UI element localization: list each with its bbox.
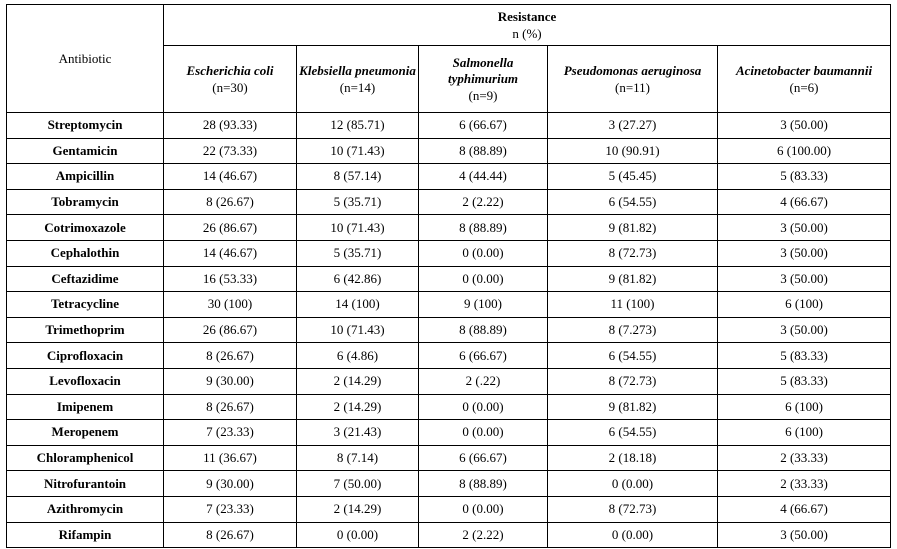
resistance-value-cell: 7 (50.00): [297, 471, 419, 497]
antibiotic-name-cell: Tobramycin: [7, 189, 164, 215]
resistance-value-cell: 22 (73.33): [164, 138, 297, 164]
resistance-value-cell: 6 (54.55): [548, 189, 718, 215]
antibiotic-name-cell: Ampicillin: [7, 164, 164, 190]
table-body: [7, 113, 891, 548]
organism-header-klebsiella-pneumonia: [297, 46, 419, 113]
resistance-value-cell: 0 (0.00): [297, 522, 419, 548]
resistance-value-cell: 2 (14.29): [297, 394, 419, 420]
resistance-value-cell: 6 (54.55): [548, 343, 718, 369]
resistance-value-cell: 10 (90.91): [548, 138, 718, 164]
resistance-value-cell: 8 (88.89): [419, 317, 548, 343]
table-row: [7, 522, 891, 548]
resistance-value-cell: 0 (0.00): [419, 240, 548, 266]
table-row: [7, 189, 891, 215]
table-row: [7, 471, 891, 497]
header-row-group: [7, 5, 891, 46]
resistance-value-cell: 26 (86.67): [164, 317, 297, 343]
resistance-value-cell: 8 (88.89): [419, 138, 548, 164]
organism-name: Acinetobacter baumannii: [735, 62, 873, 78]
organism-header-acinetobacter-baumannii: [718, 46, 891, 113]
resistance-value-cell: 26 (86.67): [164, 215, 297, 241]
resistance-value-cell: 0 (0.00): [419, 496, 548, 522]
resistance-value-cell: 3 (21.43): [297, 420, 419, 446]
resistance-value-cell: 2 (2.22): [419, 189, 548, 215]
resistance-value-cell: 6 (100): [718, 394, 891, 420]
resistance-value-cell: 9 (30.00): [164, 368, 297, 394]
resistance-value-cell: 2 (2.22): [419, 522, 548, 548]
resistance-value-cell: 8 (26.67): [164, 343, 297, 369]
resistance-value-cell: 8 (26.67): [164, 394, 297, 420]
table-row: [7, 292, 891, 318]
antibiotic-name-cell: Streptomycin: [7, 113, 164, 139]
table-row: [7, 394, 891, 420]
resistance-value-cell: 8 (88.89): [419, 471, 548, 497]
resistance-value-cell: 4 (66.67): [718, 496, 891, 522]
antibiotic-name-cell: Trimethoprim: [7, 317, 164, 343]
resistance-value-cell: 11 (100): [548, 292, 718, 318]
organism-header-salmonella-typhimurium: [419, 46, 548, 113]
antibiotic-name-cell: Ciprofloxacin: [7, 343, 164, 369]
resistance-value-cell: 6 (100): [718, 420, 891, 446]
table-row: [7, 420, 891, 446]
organism-name: Salmonella typhimurium: [447, 54, 519, 86]
resistance-value-cell: 14 (46.67): [164, 164, 297, 190]
resistance-value-cell: 8 (72.73): [548, 368, 718, 394]
antibiotic-name-cell: Tetracycline: [7, 292, 164, 318]
table-header: [7, 5, 891, 113]
resistance-value-cell: 16 (53.33): [164, 266, 297, 292]
resistance-value-cell: 6 (54.55): [548, 420, 718, 446]
table-row: [7, 164, 891, 190]
resistance-value-cell: 0 (0.00): [419, 266, 548, 292]
resistance-value-cell: 10 (71.43): [297, 317, 419, 343]
antibiotic-name-cell: Chloramphenicol: [7, 445, 164, 471]
resistance-value-cell: 3 (50.00): [718, 113, 891, 139]
resistance-value-cell: 3 (50.00): [718, 266, 891, 292]
resistance-value-cell: 11 (36.67): [164, 445, 297, 471]
resistance-value-cell: 8 (7.14): [297, 445, 419, 471]
table-row: [7, 317, 891, 343]
resistance-value-cell: 3 (50.00): [718, 215, 891, 241]
organism-name: Klebsiella pneumonia: [299, 62, 416, 78]
organism-name: Escherichia coli: [186, 62, 274, 78]
antibiotic-name-cell: Meropenem: [7, 420, 164, 446]
resistance-value-cell: 3 (27.27): [548, 113, 718, 139]
organism-sample-size: (n=14): [339, 79, 376, 95]
resistance-value-cell: 9 (81.82): [548, 266, 718, 292]
organism-sample-size: (n=9): [468, 87, 498, 103]
resistance-value-cell: 8 (26.67): [164, 189, 297, 215]
resistance-value-cell: 2 (18.18): [548, 445, 718, 471]
resistance-value-cell: 9 (100): [419, 292, 548, 318]
resistance-group-header: [164, 5, 891, 46]
resistance-title: Resistance: [497, 9, 557, 24]
resistance-value-cell: 0 (0.00): [419, 394, 548, 420]
resistance-value-cell: 6 (100): [718, 292, 891, 318]
resistance-value-cell: 5 (35.71): [297, 240, 419, 266]
resistance-value-cell: 3 (50.00): [718, 317, 891, 343]
organism-sample-size: (n=6): [789, 79, 819, 95]
antibiotic-name-cell: Cephalothin: [7, 240, 164, 266]
resistance-value-cell: 30 (100): [164, 292, 297, 318]
resistance-value-cell: 3 (50.00): [718, 240, 891, 266]
resistance-value-cell: 4 (44.44): [419, 164, 548, 190]
resistance-value-cell: 4 (66.67): [718, 189, 891, 215]
table-row: [7, 343, 891, 369]
resistance-value-cell: 8 (72.73): [548, 496, 718, 522]
resistance-value-cell: 8 (7.273): [548, 317, 718, 343]
antibiotic-name-cell: Nitrofurantoin: [7, 471, 164, 497]
resistance-value-cell: 5 (83.33): [718, 164, 891, 190]
table-row: [7, 445, 891, 471]
resistance-value-cell: 5 (45.45): [548, 164, 718, 190]
resistance-value-cell: 8 (72.73): [548, 240, 718, 266]
resistance-value-cell: 5 (83.33): [718, 343, 891, 369]
antibiotic-name-cell: Azithromycin: [7, 496, 164, 522]
resistance-value-cell: 6 (100.00): [718, 138, 891, 164]
antibiotic-name-cell: Rifampin: [7, 522, 164, 548]
resistance-table: [6, 4, 891, 548]
table-row: [7, 496, 891, 522]
resistance-value-cell: 10 (71.43): [297, 138, 419, 164]
antibiotic-name-cell: Levofloxacin: [7, 368, 164, 394]
antibiotic-name-cell: Gentamicin: [7, 138, 164, 164]
resistance-value-cell: 10 (71.43): [297, 215, 419, 241]
resistance-value-cell: 3 (50.00): [718, 522, 891, 548]
resistance-value-cell: 6 (66.67): [419, 343, 548, 369]
resistance-value-cell: 8 (88.89): [419, 215, 548, 241]
antibiotic-column-header: Antibiotic: [7, 5, 164, 113]
resistance-value-cell: 5 (35.71): [297, 189, 419, 215]
resistance-value-cell: 0 (0.00): [548, 471, 718, 497]
resistance-value-cell: 2 (33.33): [718, 445, 891, 471]
resistance-value-cell: 0 (0.00): [419, 420, 548, 446]
resistance-value-cell: 2 (.22): [419, 368, 548, 394]
resistance-value-cell: 2 (14.29): [297, 368, 419, 394]
resistance-value-cell: 28 (93.33): [164, 113, 297, 139]
resistance-value-cell: 9 (81.82): [548, 394, 718, 420]
resistance-value-cell: 8 (26.67): [164, 522, 297, 548]
table-row: [7, 266, 891, 292]
resistance-value-cell: 9 (81.82): [548, 215, 718, 241]
resistance-value-cell: 9 (30.00): [164, 471, 297, 497]
organism-sample-size: (n=30): [212, 79, 248, 95]
resistance-value-cell: 7 (23.33): [164, 420, 297, 446]
resistance-value-cell: 6 (4.86): [297, 343, 419, 369]
resistance-value-cell: 14 (46.67): [164, 240, 297, 266]
resistance-subtitle: n (%): [512, 26, 542, 41]
resistance-value-cell: 12 (85.71): [297, 113, 419, 139]
resistance-value-cell: 14 (100): [297, 292, 419, 318]
table-row: [7, 240, 891, 266]
table-row: [7, 113, 891, 139]
table-row: [7, 138, 891, 164]
resistance-value-cell: 2 (14.29): [297, 496, 419, 522]
resistance-value-cell: 7 (23.33): [164, 496, 297, 522]
resistance-value-cell: 6 (66.67): [419, 113, 548, 139]
organism-header-pseudomonas-aeruginosa: [548, 46, 718, 113]
table-row: [7, 368, 891, 394]
organism-header-escherichia-coli: [164, 46, 297, 113]
organism-sample-size: (n=11): [614, 79, 650, 95]
table-row: [7, 215, 891, 241]
antibiotic-name-cell: Cotrimoxazole: [7, 215, 164, 241]
antibiotic-name-cell: Ceftazidime: [7, 266, 164, 292]
resistance-value-cell: 8 (57.14): [297, 164, 419, 190]
antibiotic-name-cell: Imipenem: [7, 394, 164, 420]
resistance-value-cell: 6 (66.67): [419, 445, 548, 471]
resistance-value-cell: 6 (42.86): [297, 266, 419, 292]
resistance-value-cell: 5 (83.33): [718, 368, 891, 394]
resistance-value-cell: 2 (33.33): [718, 471, 891, 497]
organism-name: Pseudomonas aeruginosa: [563, 62, 702, 78]
resistance-value-cell: 0 (0.00): [548, 522, 718, 548]
